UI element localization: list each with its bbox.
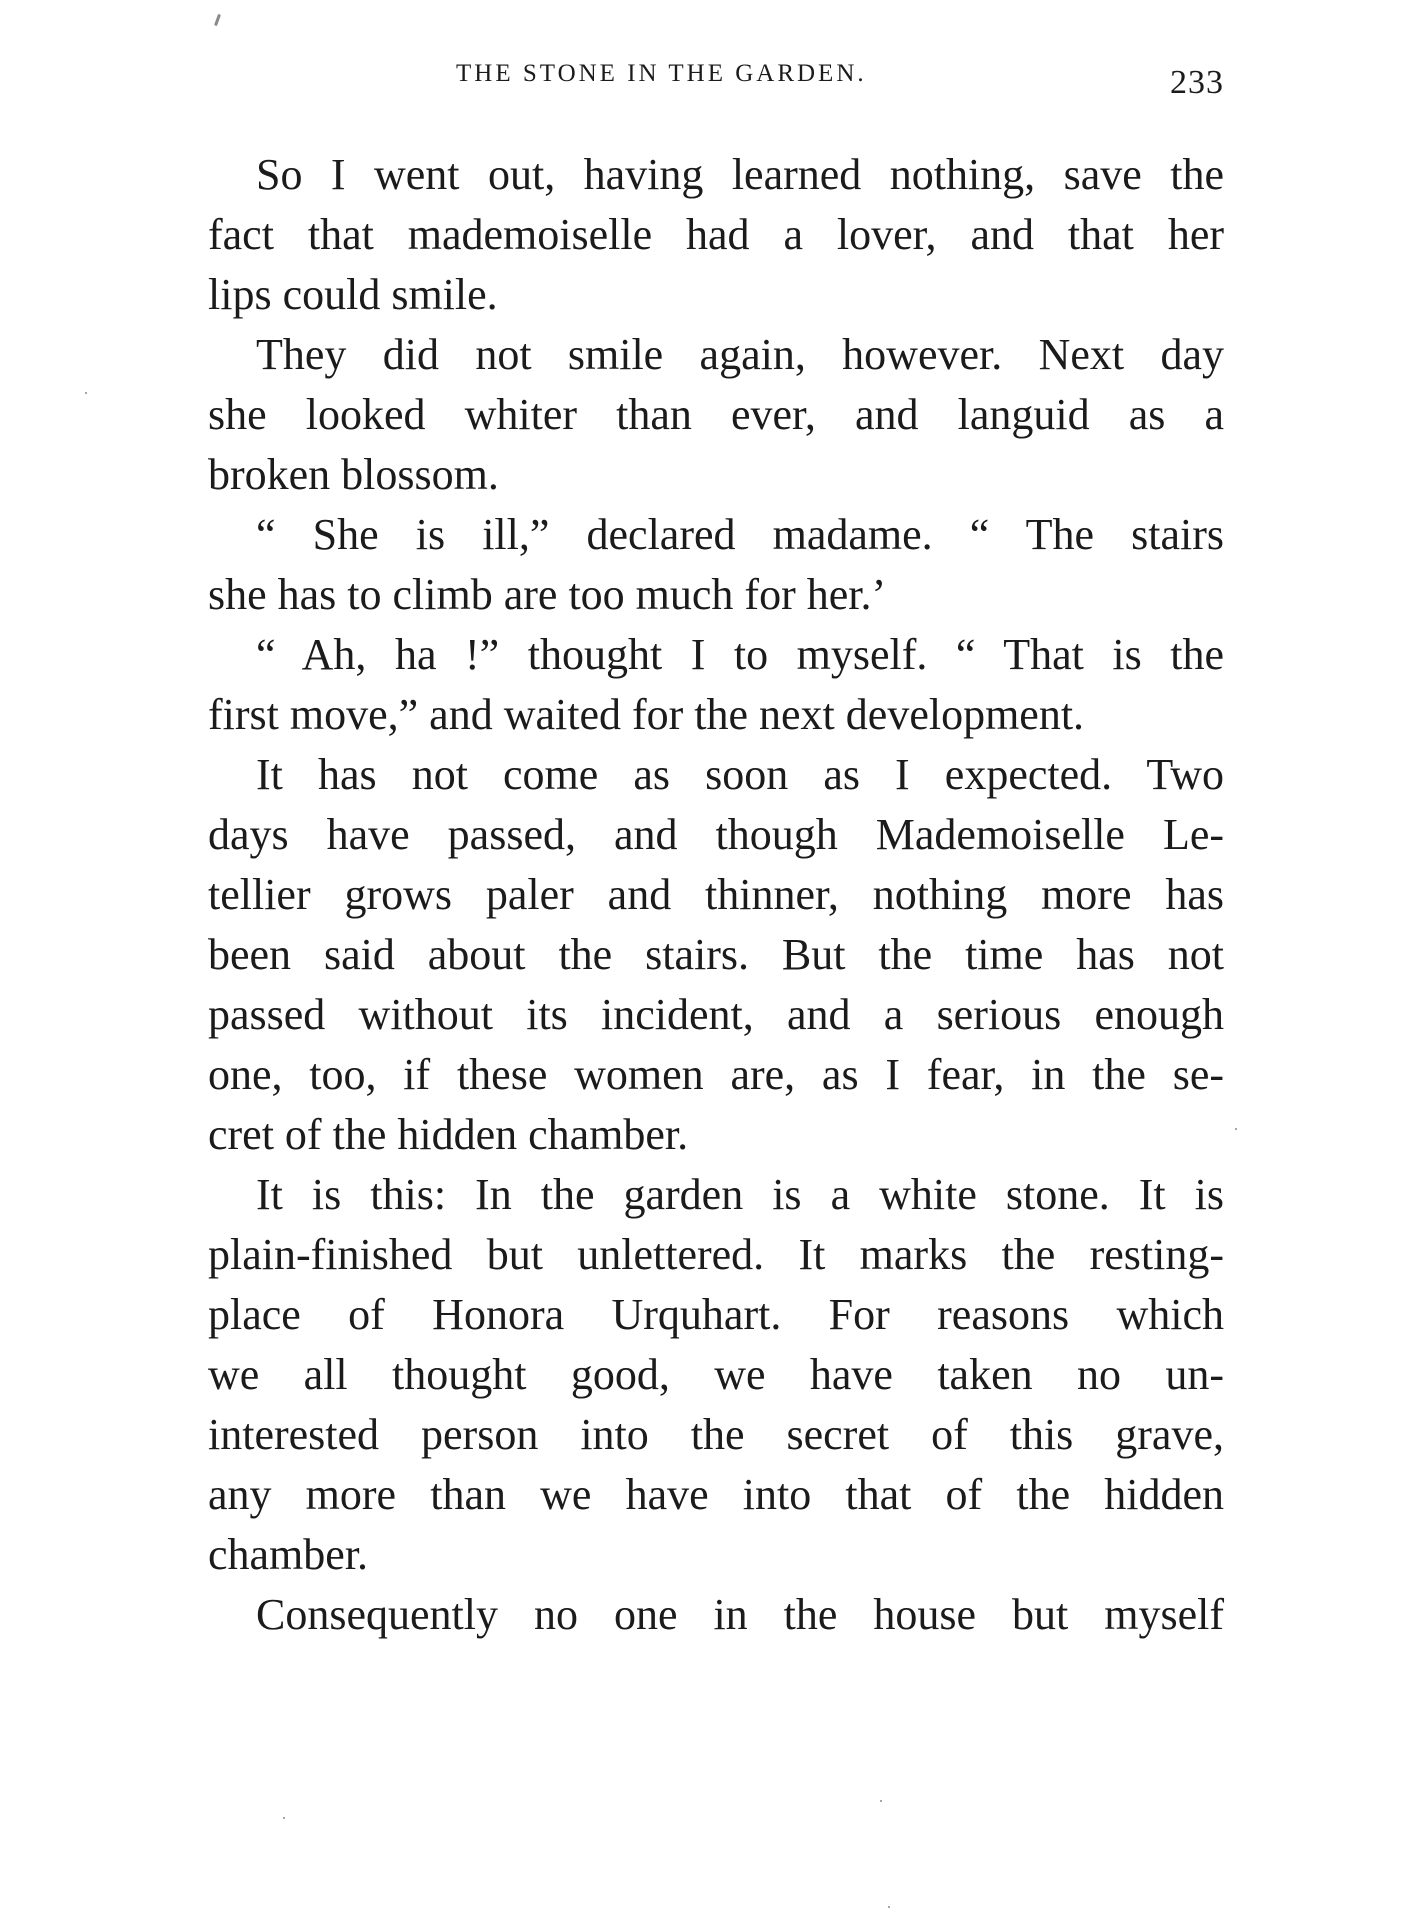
text-line: been said about the stairs. But the time has not <box>208 930 1224 979</box>
paragraph <box>208 1585 1224 1645</box>
scan-speck <box>85 392 87 394</box>
text-line: plain-finished but unlettered. It marks the resting- <box>208 1230 1224 1279</box>
running-head <box>214 60 1224 100</box>
scan-speck <box>880 1800 882 1802</box>
text-line: So I went out, having learned nothing, save the <box>256 150 1224 199</box>
text-line: interested person into the secret of this grave, <box>208 1410 1224 1459</box>
running-title: THE STONE IN THE GARDEN. <box>456 60 867 87</box>
text-line: fact that mademoiselle had a lover, and that her <box>208 210 1224 259</box>
text-line: place of Honora Urquhart. For reasons which <box>208 1290 1224 1339</box>
paragraph <box>208 625 1224 745</box>
text-line: It is this: In the garden is a white stone. It is <box>256 1170 1224 1219</box>
paragraph <box>208 325 1224 505</box>
scan-speck <box>1235 1128 1237 1130</box>
text-line: broken blossom. <box>208 450 499 499</box>
text-line: lips could smile. <box>208 270 498 319</box>
body-text <box>208 145 1224 1645</box>
text-line: chamber. <box>208 1530 369 1579</box>
paragraph <box>208 745 1224 1165</box>
text-line: cret of the hidden chamber. <box>208 1110 689 1159</box>
text-line: “ She is ill,” declared madame. “ The stairs <box>256 510 1224 559</box>
paragraph <box>208 145 1224 325</box>
scan-speck <box>214 14 221 26</box>
page-number: 233 <box>1170 64 1224 101</box>
text-line: Consequently no one in the house but myself <box>256 1590 1224 1639</box>
text-line: she has to climb are too much for her.’ <box>208 570 887 619</box>
scan-speck <box>888 1906 890 1908</box>
paragraph <box>208 505 1224 625</box>
text-line: one, too, if these women are, as I fear, in the se- <box>208 1050 1224 1099</box>
text-line: tellier grows paler and thinner, nothing more has <box>208 870 1224 919</box>
paragraph <box>208 1165 1224 1585</box>
text-line: They did not smile again, however. Next day <box>256 330 1224 379</box>
text-line: first move,” and waited for the next development. <box>208 690 1085 739</box>
text-line: she looked whiter than ever, and languid as a <box>208 390 1224 439</box>
text-line: any more than we have into that of the hidden <box>208 1470 1224 1519</box>
text-line: we all thought good, we have taken no un- <box>208 1350 1224 1399</box>
text-line: “ Ah, ha !” thought I to myself. “ That is the <box>256 630 1224 679</box>
scan-speck <box>283 1817 285 1819</box>
text-line: It has not come as soon as I expected. Two <box>256 750 1224 799</box>
text-line: passed without its incident, and a serious enough <box>208 990 1224 1039</box>
text-line: days have passed, and though Mademoiselle Le- <box>208 810 1224 859</box>
